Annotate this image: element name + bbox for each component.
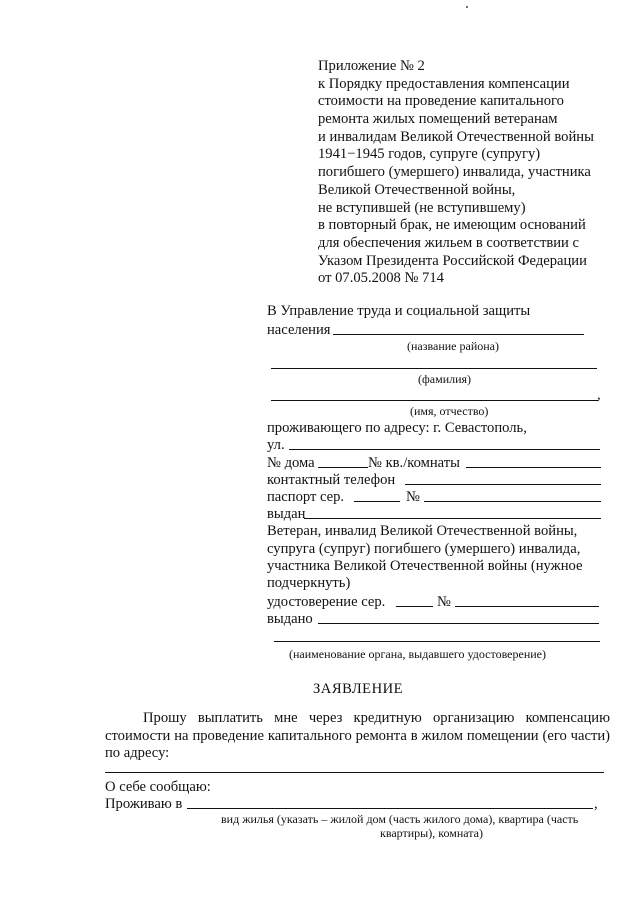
appendix-header (318, 58, 594, 288)
apartment-field[interactable] (466, 467, 601, 468)
name-field[interactable] (271, 400, 598, 401)
apartment-label: № кв./комнаты (368, 455, 460, 471)
statement-body: Прошу выплатить мне через кредитную организацию компенсацию стоимости на проведение капитального ремонта в жилом помещении (его части) по адресу: (105, 710, 610, 761)
housing-caption: квартиры), комната) (380, 826, 483, 840)
certificate-series-label: удостоверение сер. (267, 594, 386, 610)
district-field[interactable] (333, 334, 584, 335)
issuer-caption: (наименование органа, выдавшего удостоверение) (289, 647, 546, 661)
house-field[interactable] (318, 467, 368, 468)
passport-number-label: № (406, 489, 420, 505)
passport-series-field[interactable] (354, 501, 400, 502)
passport-number-field[interactable] (424, 501, 601, 502)
appendix-line: Великой Отечественной войны, (318, 181, 516, 198)
certificate-number-label: № (437, 594, 451, 610)
scan-speck (466, 6, 468, 8)
appendix-line: к Порядку предоставления компенсации (318, 75, 570, 92)
residing-address: проживающего по адресу: г. Севастополь, (267, 420, 527, 436)
appendix-line: в повторный брак, не имеющим оснований (318, 217, 586, 234)
housing-caption: вид жилья (указать – жилой дом (часть жилого дома), квартира (часть (221, 812, 579, 826)
category-line: участника Великой Отечественной войны (нужное (267, 558, 583, 574)
appendix-line: Указом Президента Российской Федерации (318, 252, 587, 269)
appendix-line: ремонта жилых помещений ветеранам (318, 111, 558, 128)
population-label: населения (267, 322, 331, 338)
housing-comma: , (594, 796, 598, 812)
certificate-number-field[interactable] (455, 606, 599, 607)
appendix-line: стоимости на проведение капитального (318, 93, 564, 110)
living-in-label: Проживаю в (105, 796, 183, 812)
about-me-label: О себе сообщаю: (105, 779, 211, 795)
statement-title: ЗАЯВЛЕНИЕ (313, 681, 404, 697)
appendix-line: Приложение № 2 (318, 58, 425, 74)
certificate-issued-label: выдано (267, 611, 313, 627)
house-label: № дома (267, 455, 315, 471)
surname-field[interactable] (271, 368, 597, 369)
appendix-line: для обеспечения жильем в соответствии с (318, 234, 579, 251)
passport-series-label: паспорт сер. (267, 489, 345, 505)
appendix-line: не вступившей (не вступившему) (318, 199, 526, 216)
certificate-issued-field[interactable] (318, 623, 599, 624)
passport-issued-label: выдан (267, 506, 306, 522)
appendix-line: погибшего (умершего) инвалида, участника (318, 164, 591, 181)
name-comma: , (597, 387, 601, 403)
passport-issued-field[interactable] (304, 518, 601, 519)
street-field[interactable] (289, 449, 600, 450)
phone-label: контактный телефон (267, 472, 396, 488)
addressee-to: В Управление труда и социальной защиты (267, 303, 531, 319)
category-line: супруга (супруг) погибшего (умершего) инвалида, (267, 541, 581, 557)
issuer-field[interactable] (274, 641, 600, 642)
district-caption: (название района) (407, 339, 499, 353)
phone-field[interactable] (405, 484, 601, 485)
street-label: ул. (267, 437, 285, 453)
name-caption: (имя, отчество) (410, 404, 489, 418)
address-field[interactable] (105, 772, 604, 773)
surname-caption: (фамилия) (418, 372, 472, 386)
appendix-line: 1941−1945 годов, супруге (супругу) (318, 146, 541, 163)
certificate-series-field[interactable] (396, 606, 433, 607)
appendix-line: от 07.05.2008 № 714 (318, 270, 444, 287)
category-line: Ветеран, инвалид Великой Отечественной войны, (267, 523, 578, 539)
category-line: подчеркнуть) (267, 575, 351, 591)
appendix-line: и инвалидам Великой Отечественной войны (318, 128, 594, 145)
housing-type-field[interactable] (187, 808, 593, 809)
